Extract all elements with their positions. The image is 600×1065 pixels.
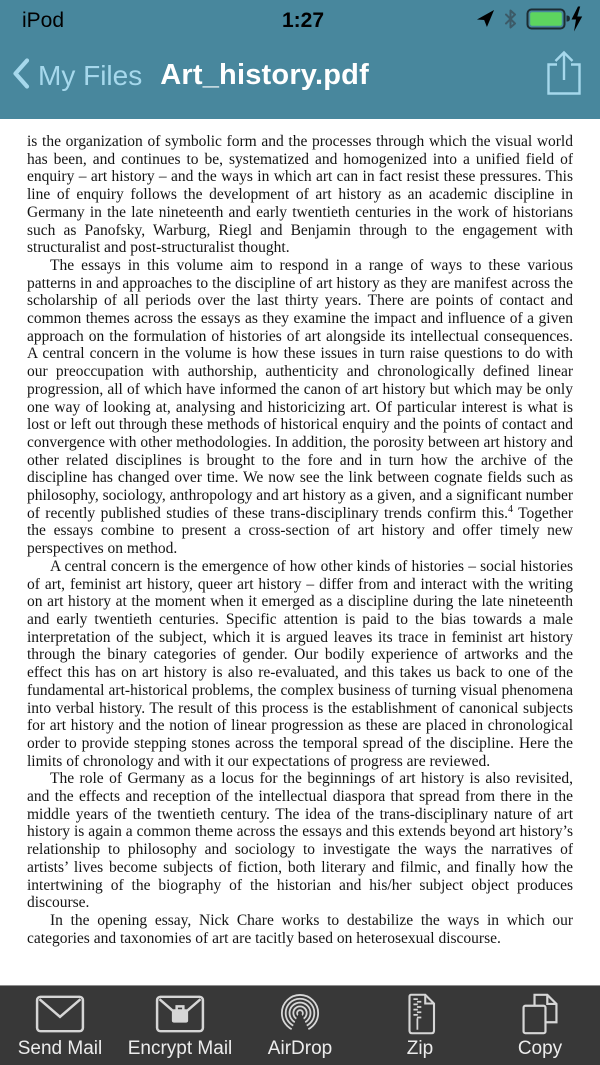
share-button[interactable]: [544, 49, 584, 102]
chevron-left-icon: [12, 58, 30, 94]
copy-button[interactable]: [480, 986, 600, 1065]
tool-label: AirDrop: [267, 1038, 333, 1059]
envelope-icon: [34, 993, 86, 1035]
share-icon: [544, 49, 584, 102]
paragraph: is the organization of symbolic form and the processes through which the visual world has been, and continues to be, systematized and homogenized into a unified field of enquiry – art history – and the ways in which art can in fact resist these pressures. This line of enquiry follows the development of art history as an academic discipline in Germany in the late nineteenth and early twentieth centuries in the work of historians such as Panofsky, Warburg, Riegl and Benjamin through to the engagement with structuralist and post-structuralist thought.: [27, 133, 573, 257]
footnote-marker: 4: [508, 503, 514, 515]
zip-button[interactable]: [360, 986, 480, 1065]
paragraph: The role of Germany as a locus for the beginnings of art history is also revisited, and the effects and reception of the intellectual diaspora that spread from there in the middle years of the twentieth century. The idea of the trans-disciplinary nature of art history is again a common theme across the essays and this extends beyond art history’s relationship to philosophy and sociology to investigate the ways the narratives of artists’ lives become subjects of fiction, both literary and filmic, and finally how the intertwining of the biography of the historian and his/her subject object produces discourse.: [27, 770, 573, 912]
tool-label: Encrypt Mail: [127, 1038, 233, 1059]
clock: 1:27: [281, 9, 325, 32]
copy-pages-icon: [517, 993, 563, 1035]
envelope-lock-icon: [154, 993, 206, 1035]
back-button[interactable]: [12, 58, 142, 94]
battery-charging-icon: [526, 6, 584, 37]
tool-label: Zip: [406, 1038, 434, 1059]
airdrop-button[interactable]: [240, 986, 360, 1065]
encrypt-mail-button[interactable]: [120, 986, 240, 1065]
pdf-page-content: [0, 119, 600, 985]
zip-document-icon: [400, 993, 440, 1035]
tool-label: Send Mail: [17, 1038, 103, 1059]
paragraph-text: Together the essays combine to present a cross-section of art history and offer timely new perspectives on method.: [27, 504, 573, 558]
action-toolbar: [0, 985, 600, 1065]
tool-label: Copy: [517, 1038, 563, 1059]
airdrop-rings-icon: [277, 993, 323, 1035]
bluetooth-icon: [503, 8, 518, 35]
navigation-bar: [0, 40, 600, 119]
paragraph-text: The essays in this volume aim to respond in a range of ways to these various patterns in and approaches to the discipline of art history as they are manifest across the scholarship of all periods over the last thirty years. There are points of contact and common themes across the essays as they examine the impact and influence of a given approach on the formulation of histories of art alongside its intellectual consequences. A central concern in the volume is how these issues in turn raise questions to do with our preoccupation with authorship, authenticity and chronologically defined linear progression, all of which have informed the canon of art history but which may be only one way of looking at, analysing and historicizing art. Of particular interest is what is lost or left out through these methods of historical enquiry and the points of contact and convergence with other methodologies. In addition, the porosity between art history and other related disciplines is brought to the fore and in turn how the archive of the discipline has changed over time. We now see the link between cognate fields such as philosophy, sociology, anthropology and art history as a given, and a significant number of recently published studies of these trans-disciplinary trends confirm this.: [27, 256, 573, 522]
paragraph: In the opening essay, Nick Chare works to destabilize the ways in which our categories and taxonomies of art are tacitly based on heterosexual discourse.: [27, 911, 573, 947]
page-title: Art_history.pdf: [160, 59, 369, 91]
top-bar: [0, 0, 600, 119]
status-bar: [0, 0, 600, 40]
paragraph: [27, 257, 573, 558]
carrier-label: iPod: [22, 9, 65, 32]
paragraph: A central concern is the emergence of how other kinds of histories – social histories of art, feminist art history, queer art history – differ from and interact with the writing on art history at the moment when it emerged as a discipline during the late nineteenth and early twentieth centuries. Specific attention is paid to the bias towards a male interpretation of the subject, which it is argued leaves its trace in feminist art history through the binary categories of gender. Our bodily experience of artworks and the effect this has on art history is also re-evaluated, and this takes us back to one of the fundamental art-historical problems, the complex business of turning visual phenomena into verbal history. The result of this process is the establishment of canonical subjects for art history and the notion of linear progression as these are placed in chronological order to provide stepping stones across the temporal spread of the discipline. Here the limits of chronology and with it our expectations of progress are reviewed.: [27, 557, 573, 770]
location-arrow-icon: [476, 9, 495, 33]
send-mail-button[interactable]: [0, 986, 120, 1065]
back-button-label: My Files: [38, 59, 143, 91]
